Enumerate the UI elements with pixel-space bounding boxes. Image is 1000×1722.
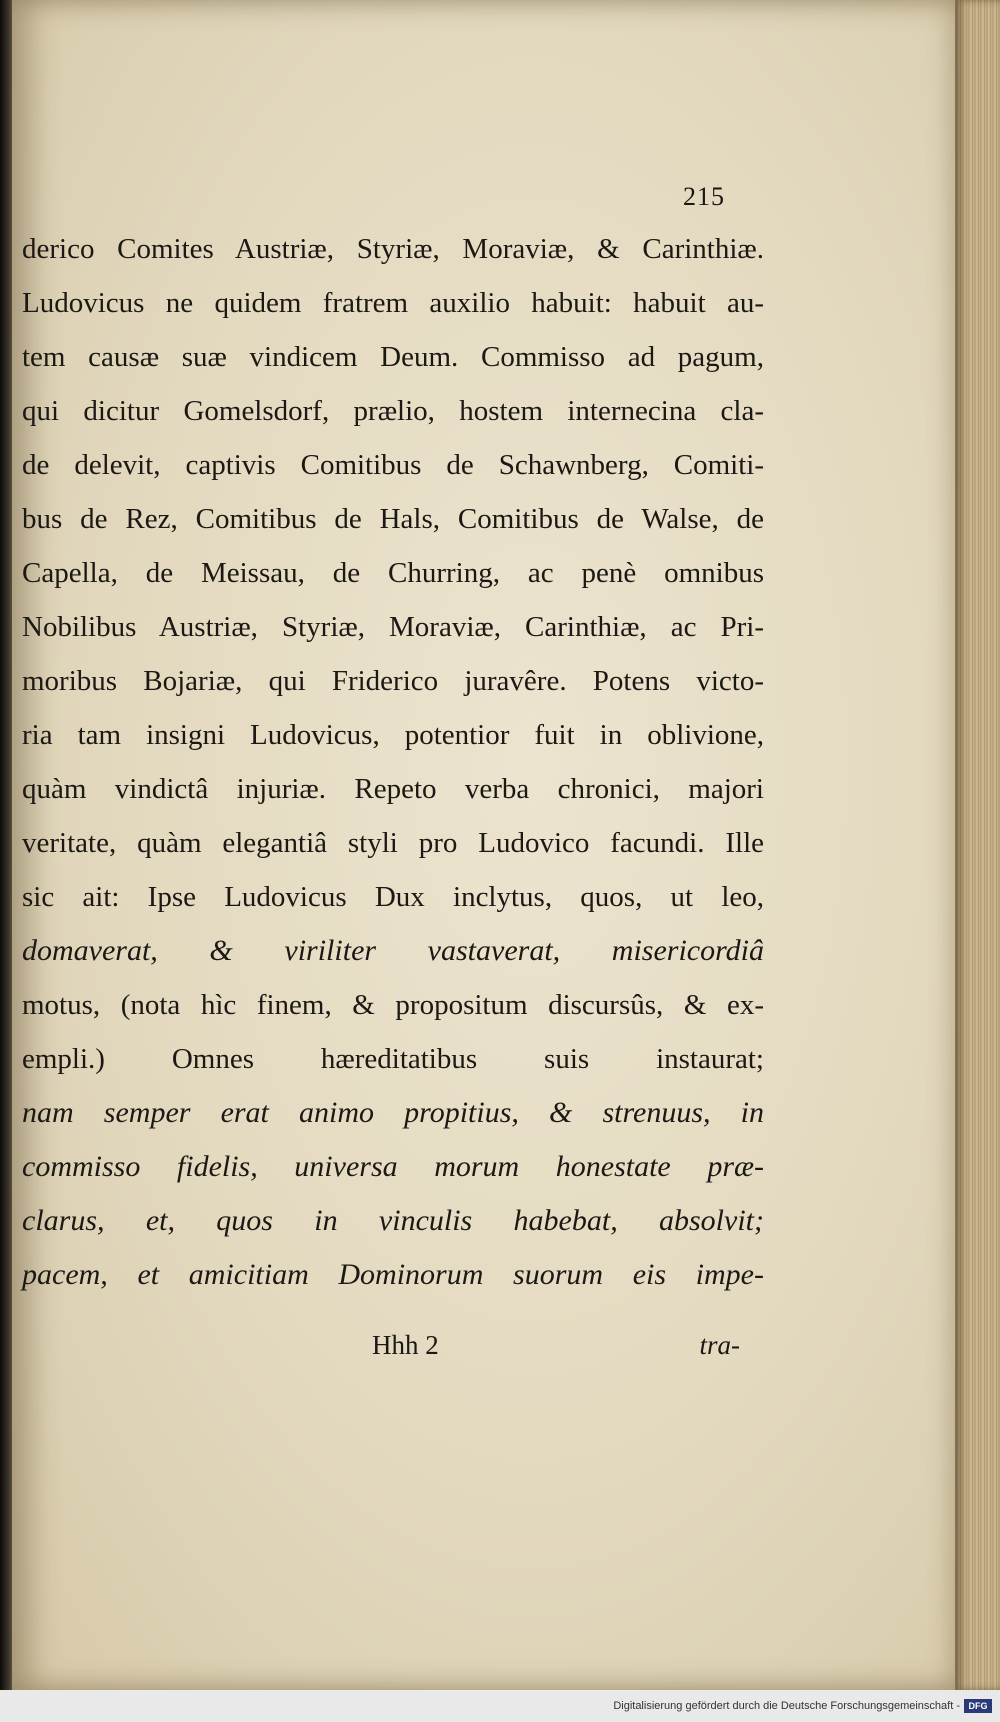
- text-line-9: moribus Bojariæ, qui Friderico juravêre. Potens victo-: [22, 665, 764, 697]
- body-text: [22, 222, 764, 1302]
- footer-credit: Digitalisierung gefördert durch die Deutsche Forschungsgemeinschaft -: [613, 1700, 960, 1712]
- signature-mark: Hhh 2: [372, 1330, 439, 1360]
- text-line-13: sic ait: Ipse Ludovicus Dux inclytus, quos, ut leo,: [22, 881, 764, 913]
- page-edges: [955, 0, 1000, 1690]
- text-line-20: pacem, et amicitiam Dominorum suorum eis impe-: [22, 1258, 764, 1291]
- text-line-7: Capella, de Meissau, de Churring, ac penè omnibus: [22, 557, 764, 589]
- dfg-logo-icon: DFG: [964, 1699, 992, 1713]
- text-line-18: commisso fidelis, universa morum honestate præ-: [22, 1150, 764, 1183]
- text-line-2: Ludovicus ne quidem fratrem auxilio habuit: habuit au-: [22, 287, 764, 319]
- text-line-5: de delevit, captivis Comitibus de Schawnberg, Comiti-: [22, 449, 764, 481]
- text-line-19: clarus, et, quos in vinculis habebat, absolvit;: [22, 1204, 764, 1237]
- text-line-10: ria tam insigni Ludovicus, potentior fuit in oblivione,: [22, 719, 764, 751]
- text-line-12: veritate, quàm elegantiâ styli pro Ludovico facundi. Ille: [22, 827, 764, 859]
- text-line-1: derico Comites Austriæ, Styriæ, Moraviæ, & Carinthiæ.: [22, 233, 764, 265]
- text-line-3: tem causæ suæ vindicem Deum. Commisso ad pagum,: [22, 341, 764, 373]
- page-foot: [22, 1330, 764, 1370]
- catchword: tra-: [699, 1330, 740, 1360]
- text-line-8: Nobilibus Austriæ, Styriæ, Moraviæ, Carinthiæ, ac Pri-: [22, 611, 764, 643]
- text-line-16: empli.) Omnes hæreditatibus suis instaurat;: [22, 1043, 764, 1075]
- text-line-4: qui dicitur Gomelsdorf, prælio, hostem internecina cla-: [22, 395, 764, 427]
- text-line-11: quàm vindictâ injuriæ. Repeto verba chronici, majori: [22, 773, 764, 805]
- text-line-15: motus, (nota hìc finem, & propositum discursûs, & ex-: [22, 989, 764, 1021]
- text-line-17: nam semper erat animo propitius, & strenuus, in: [22, 1096, 764, 1129]
- text-line-6: bus de Rez, Comitibus de Hals, Comitibus de Walse, de: [22, 503, 764, 535]
- text-line-14: domaverat, & viriliter vastaverat, misericordiâ: [22, 934, 764, 967]
- page-number: 215: [683, 182, 725, 211]
